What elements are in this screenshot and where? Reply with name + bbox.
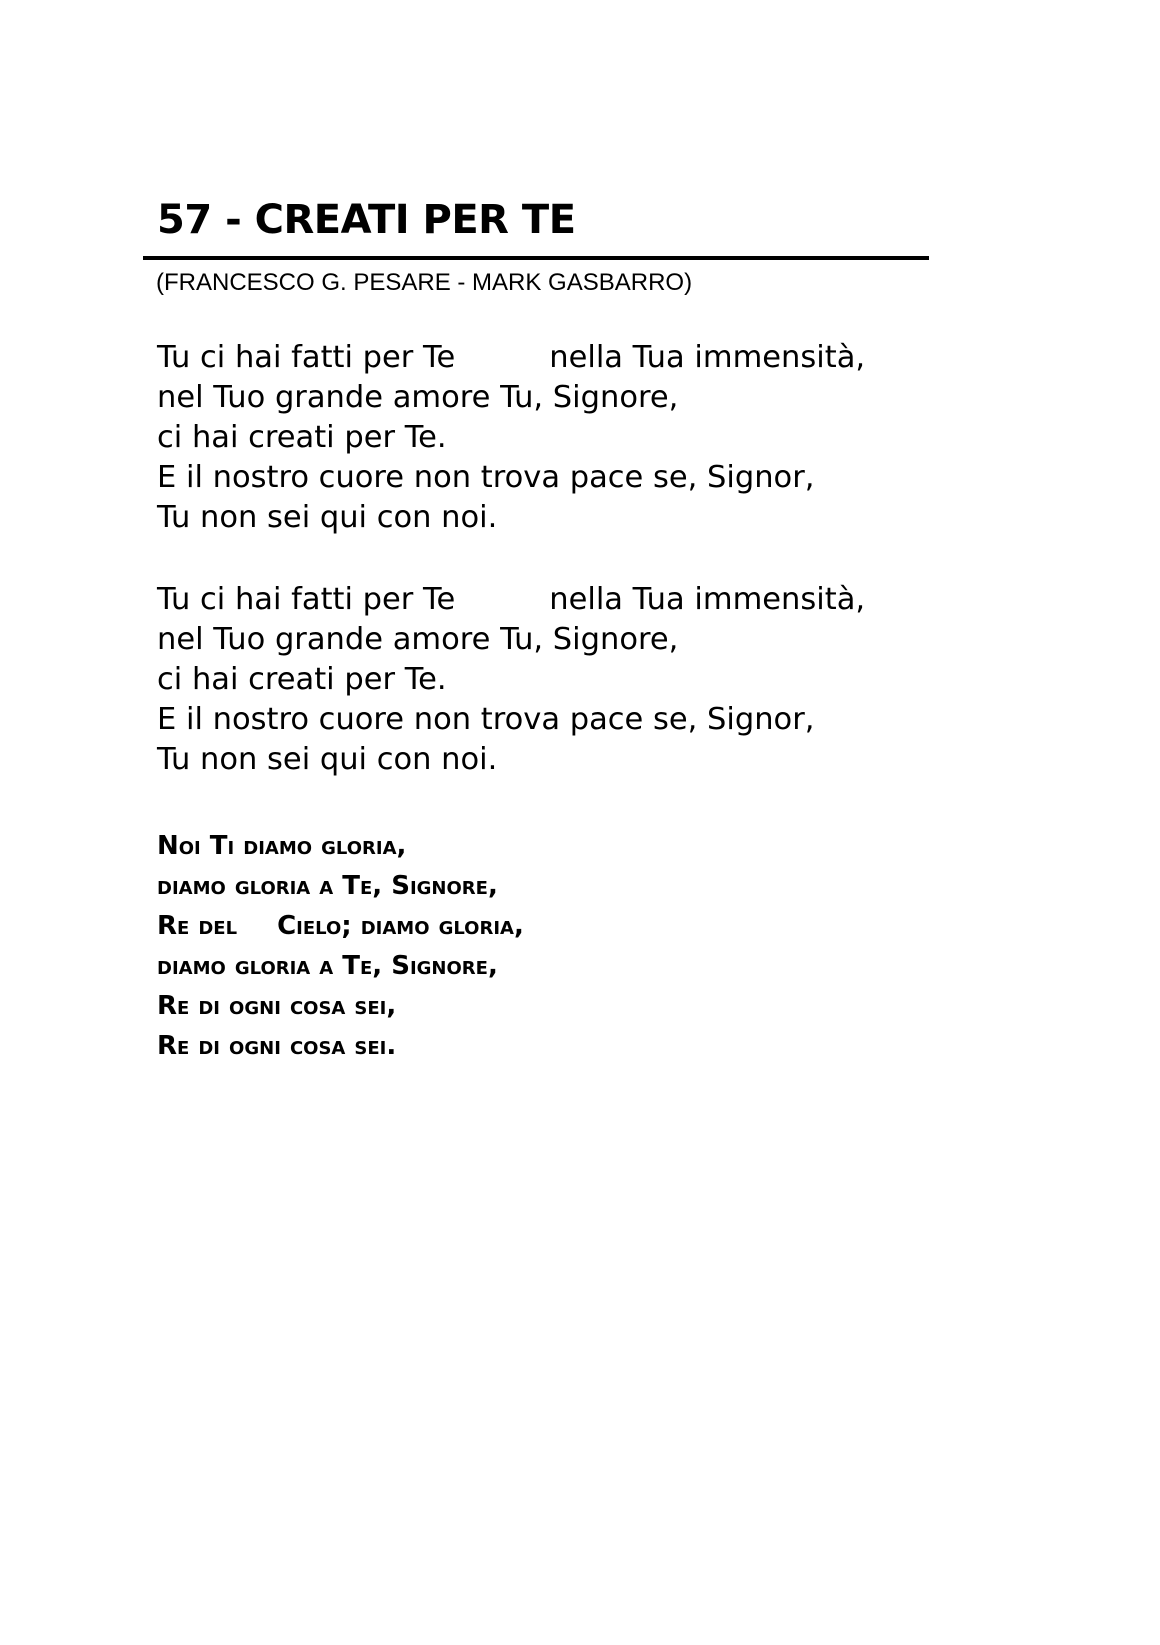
song-title: 57 - CREATI PER TE bbox=[157, 197, 576, 243]
verse-line: nel Tuo grande amore Tu, Signore, bbox=[157, 380, 679, 415]
verse-line: Tu non sei qui con noi. bbox=[157, 742, 498, 777]
verse-line: nel Tuo grande amore Tu, Signore, bbox=[157, 622, 679, 657]
chorus bbox=[157, 826, 524, 1066]
verse-line-text: Tu ci hai fatti per Te bbox=[157, 582, 456, 617]
chorus-line-text: Re del bbox=[157, 911, 238, 941]
verse-1 bbox=[157, 338, 865, 538]
chorus-line: diamo gloria a Te, Signore, bbox=[157, 871, 498, 901]
verse-line bbox=[157, 338, 865, 378]
title-underline bbox=[143, 256, 929, 260]
chorus-line bbox=[157, 906, 524, 946]
chorus-line: Noi Ti diamo gloria, bbox=[157, 831, 407, 861]
verse-line-text: Tu ci hai fatti per Te bbox=[157, 340, 456, 375]
chorus-line-text: Cielo; diamo gloria, bbox=[277, 911, 524, 941]
verse-line: ci hai creati per Te. bbox=[157, 420, 447, 455]
verse-line: E il nostro cuore non trova pace se, Signor, bbox=[157, 702, 815, 737]
verse-2 bbox=[157, 580, 865, 780]
verse-line-text: nella Tua immensità, bbox=[549, 340, 866, 375]
verse-line: ci hai creati per Te. bbox=[157, 662, 447, 697]
verse-line: E il nostro cuore non trova pace se, Signor, bbox=[157, 460, 815, 495]
verse-line-text: nella Tua immensità, bbox=[549, 582, 866, 617]
verse-line: Tu non sei qui con noi. bbox=[157, 500, 498, 535]
chorus-line: Re di ogni cosa sei, bbox=[157, 991, 397, 1021]
chorus-line: diamo gloria a Te, Signore, bbox=[157, 951, 498, 981]
song-authors: (FRANCESCO G. PESARE - MARK GASBARRO) bbox=[156, 269, 693, 296]
verse-line bbox=[157, 580, 865, 620]
chorus-line: Re di ogni cosa sei. bbox=[157, 1031, 397, 1061]
